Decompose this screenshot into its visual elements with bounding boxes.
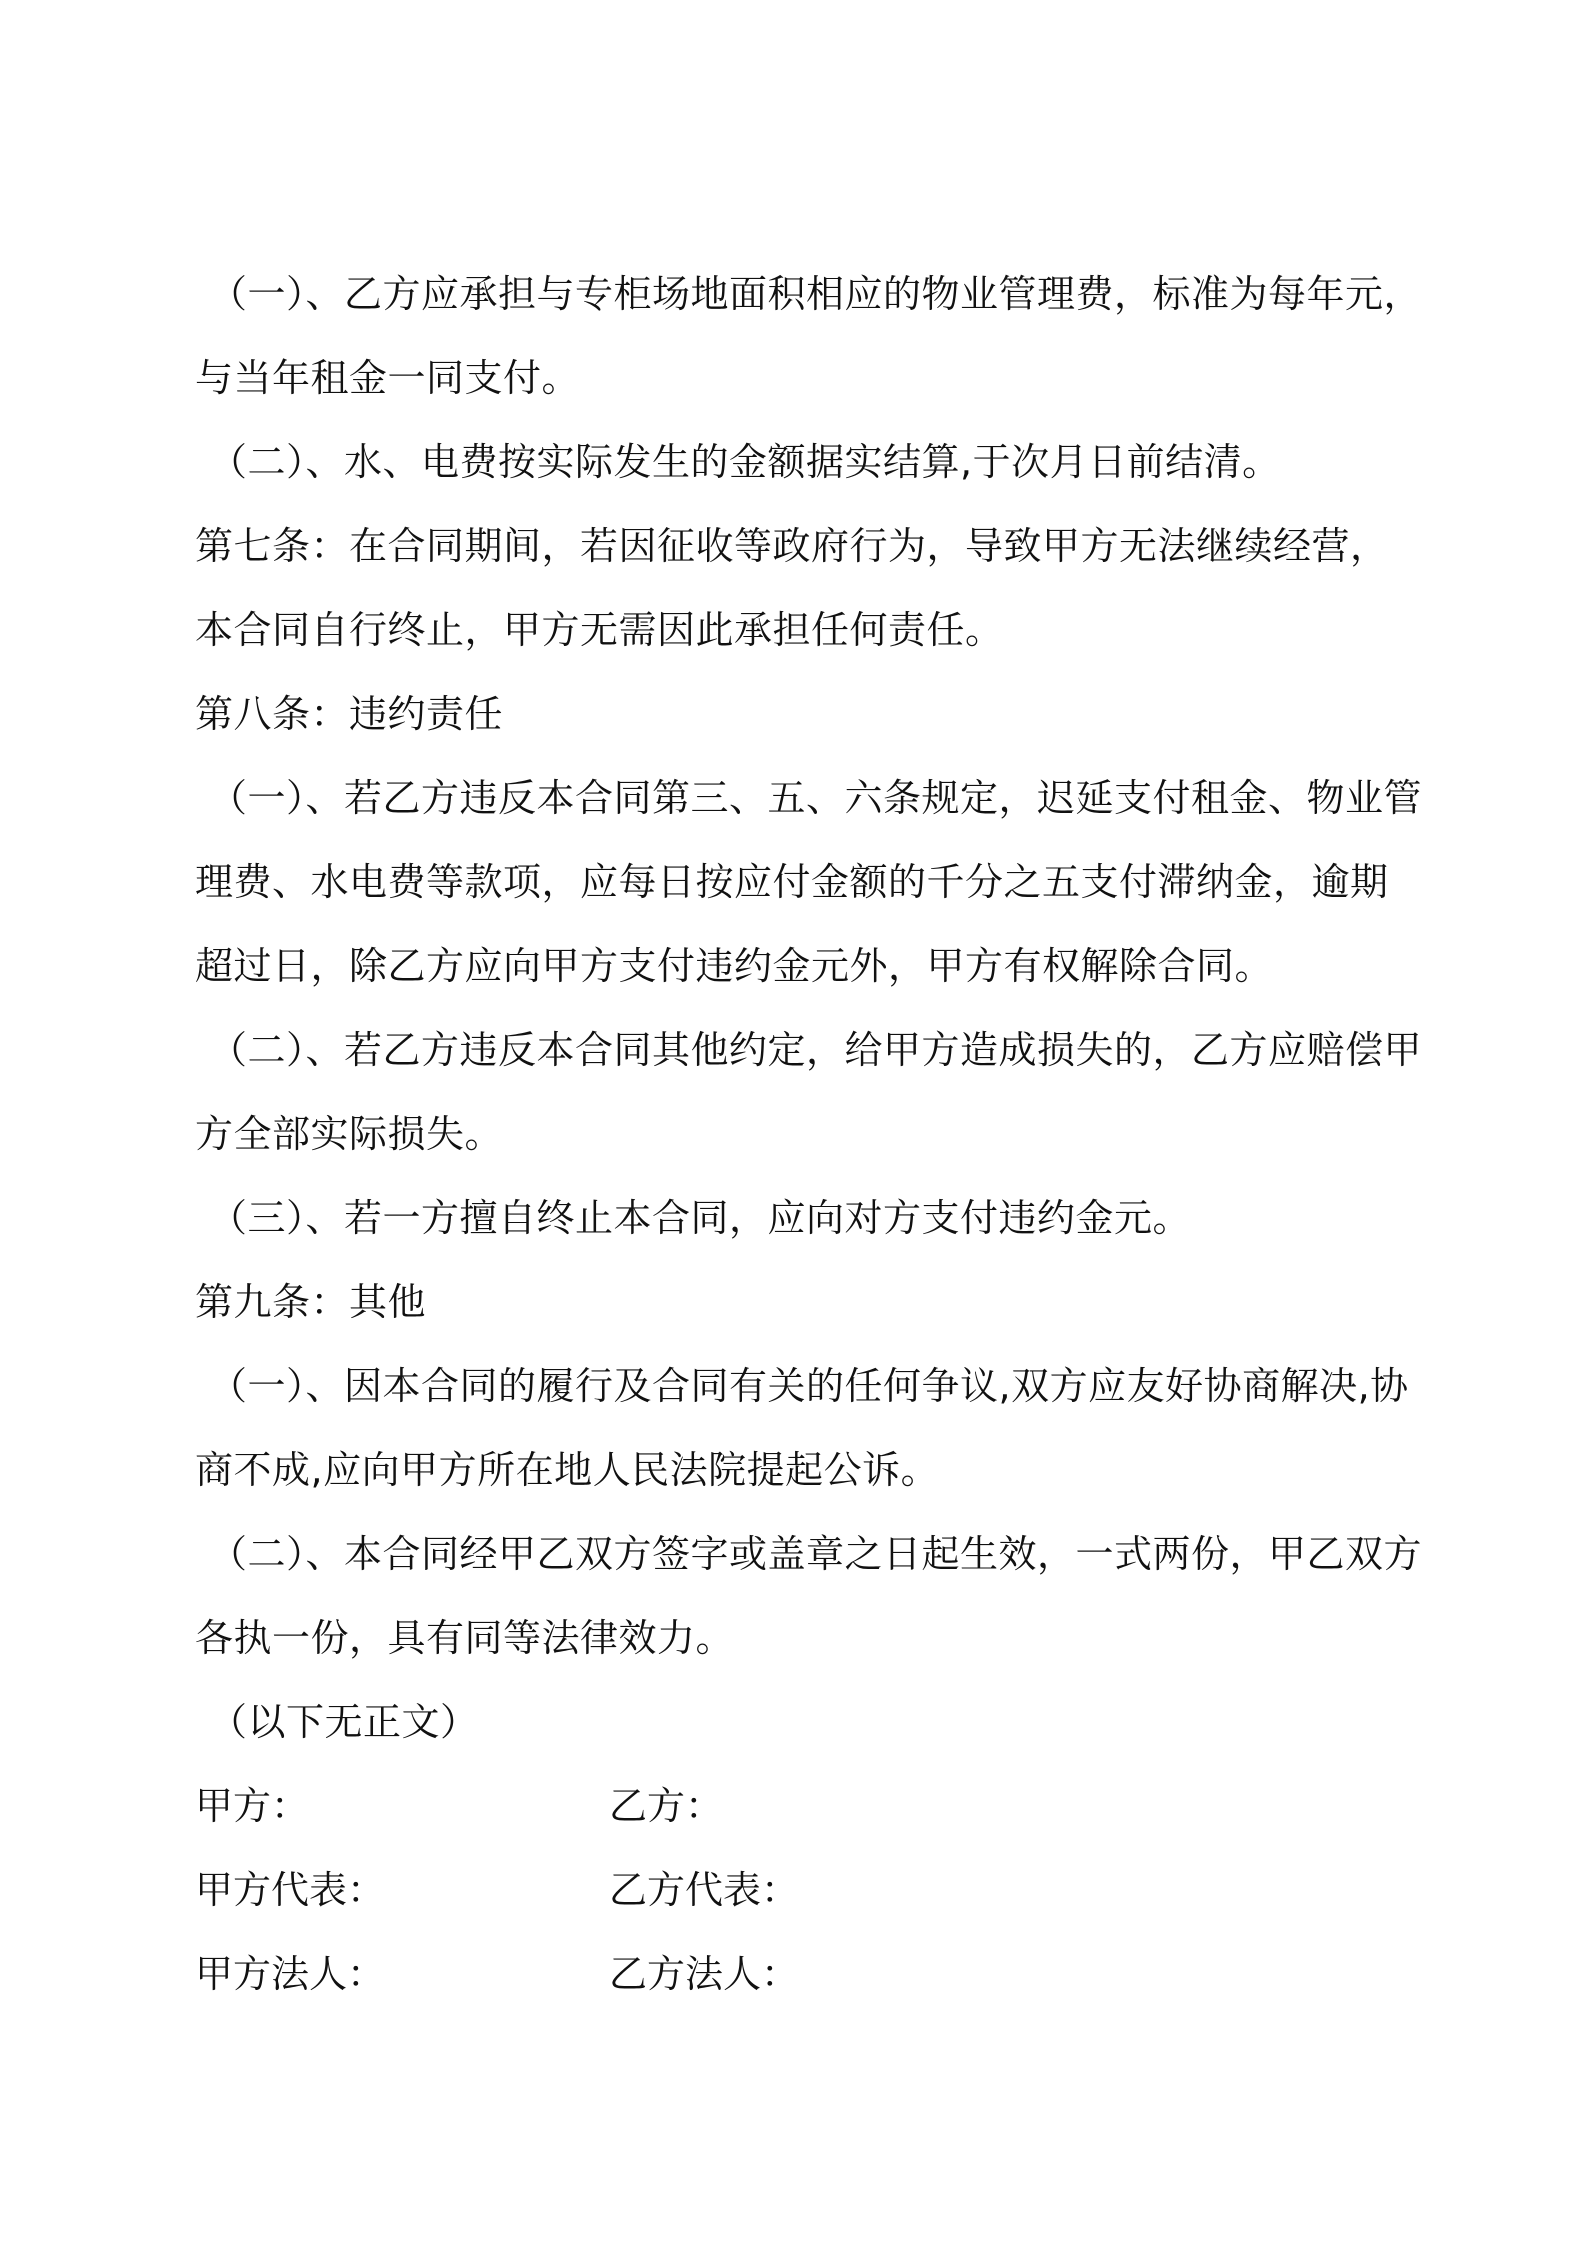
clause-dispute-line-2: 商不成,应向甲方所在地人民法院提起公诉。 — [195, 1448, 940, 1492]
party-b-representative-label: 乙方代表： — [609, 1868, 800, 1912]
no-further-text-note: （以下无正文） — [209, 1700, 479, 1744]
article-nine-heading: 第九条：其他 — [195, 1280, 427, 1324]
party-b-legal-person-label: 乙方法人： — [609, 1952, 800, 1996]
clause-dispute-line-1: （一）、因本合同的履行及合同有关的任何争议,双方应友好协商解决,协 — [209, 1364, 1409, 1408]
clause-late-payment-line-2: 理费、水电费等款项，应每日按应付金额的千分之五支付滞纳金，逾期 — [195, 860, 1389, 904]
clause-termination-line-1: （三）、若一方擅自终止本合同，应向对方支付违约金元。 — [209, 1196, 1192, 1240]
clause-damages-line-1: （二）、若乙方违反本合同其他约定，给甲方造成损失的，乙方应赔偿甲 — [209, 1028, 1423, 1072]
article-seven-line-1: 第七条：在合同期间，若因征收等政府行为，导致甲方无法继续经营， — [195, 524, 1389, 568]
clause-property-fee-line-2: 与当年租金一同支付。 — [195, 356, 581, 400]
clause-late-payment-line-1: （一）、若乙方违反本合同第三、五、六条规定，迟延支付租金、物业管 — [209, 776, 1423, 820]
clause-utilities-line-1: （二）、水、电费按实际发生的金额据实结算,于次月日前结清。 — [209, 440, 1281, 484]
signature-row-representative — [195, 1848, 1390, 1932]
signature-row-party — [195, 1764, 1390, 1848]
clause-late-payment-line-3: 超过日，除乙方应向甲方支付违约金元外，甲方有权解除合同。 — [195, 944, 1274, 988]
article-eight-heading: 第八条：违约责任 — [195, 692, 504, 736]
party-a-representative-label: 甲方代表： — [195, 1868, 386, 1912]
clause-effectiveness-line-1: （二）、本合同经甲乙双方签字或盖章之日起生效，一式两份，甲乙双方 — [209, 1532, 1423, 1576]
clause-property-fee-line-1: （一）、乙方应承担与专柜场地面积相应的物业管理费，标准为每年元， — [209, 272, 1423, 316]
party-a-label: 甲方： — [195, 1784, 310, 1828]
party-a-legal-person-label: 甲方法人： — [195, 1952, 386, 1996]
article-seven-line-2: 本合同自行终止，甲方无需因此承担任何责任。 — [195, 608, 1004, 652]
party-b-label: 乙方： — [609, 1784, 724, 1828]
document-body — [195, 252, 1423, 2016]
clause-damages-line-2: 方全部实际损失。 — [195, 1112, 504, 1156]
signature-row-legal-person — [195, 1932, 1390, 2016]
clause-effectiveness-line-2: 各执一份，具有同等法律效力。 — [195, 1616, 735, 1660]
